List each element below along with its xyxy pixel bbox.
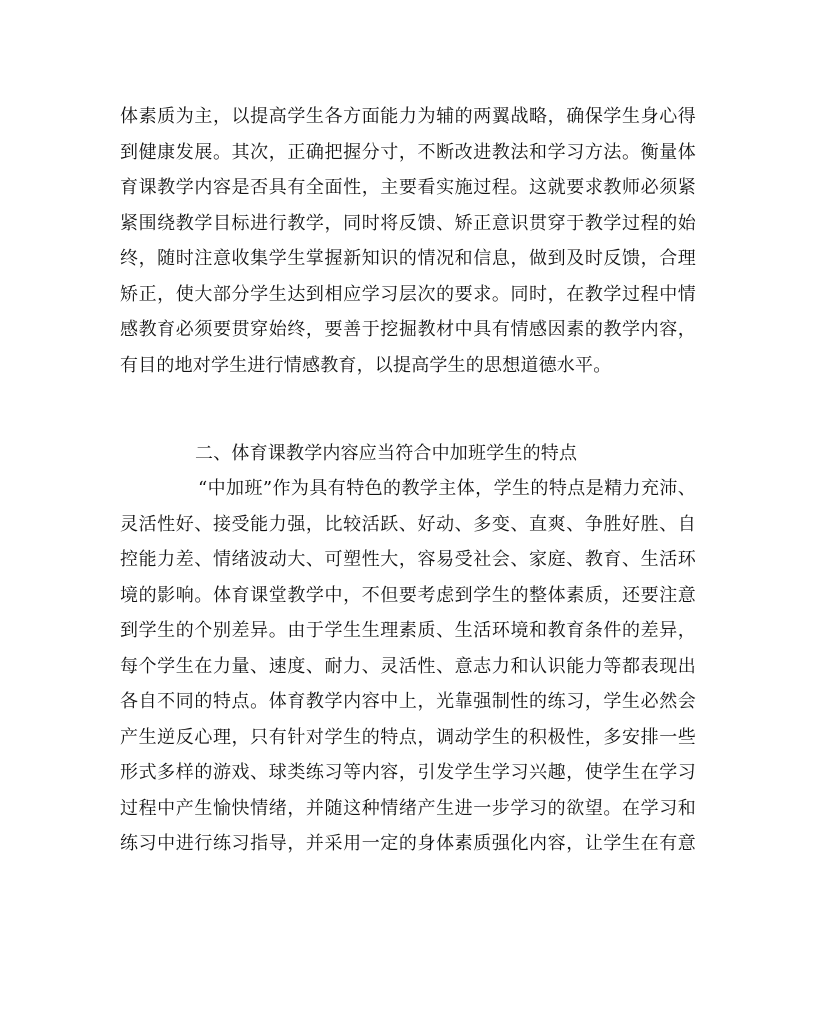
paragraph-2-line: 练习中进行练习指导，并采用一定的身体素质强化内容，让学生在有意 [120,833,696,854]
paragraph-1-line: 紧围绕教学目标进行教学，同时将反馈、矫正意识贯穿于教学过程的始 [120,212,696,234]
paragraph-2-line: 灵活性好、接受能力强，比较活跃、好动、多变、直爽、争胜好胜、自 [120,513,696,535]
paragraph-2-line: 形式多样的游戏、球类练习等内容，引发学生学习兴趣，使学生在学习 [120,762,696,783]
paragraph-1-line: 矫正，使大部分学生达到相应学习层次的要求。同时，在教学过程中情 [120,283,696,305]
paragraph-2-line: 控能力差、情绪波动大、可塑性大，容易受社会、家庭、教育、生活环 [120,549,696,570]
paragraph-2-line: 到学生的个别差异。由于学生生理素质、生活环境和教育条件的差异， [120,620,696,641]
section-heading: 二、体育课教学内容应当符合中加班学生的特点 [195,443,578,464]
paragraph-1-line: 育课教学内容是否具有全面性，主要看实施过程。这就要求教师必须紧 [120,177,696,198]
paragraph-1-line: 有目的地对学生进行情感教育，以提高学生的思想道德水平。 [120,354,612,376]
paragraph-1 [120,99,696,383]
paragraph-1-line: 体素质为主，以提高学生各方面能力为辅的两翼战略，确保学生身心得 [120,106,696,127]
paragraph-1-line: 到健康发展。其次，正确把握分寸，不断改进教法和学习方法。衡量体 [120,141,696,163]
paragraph-2-line: 境的影响。体育课堂教学中，不但要考虑到学生的整体素质，还要注意 [120,584,696,606]
paragraph-2-line: 每个学生在力量、速度、耐力、灵活性、意志力和认识能力等都表现出 [120,655,696,677]
paragraph-1-line: 感教育必须要贯穿始终，要善于挖掘教材中具有情感因素的教学内容， [120,319,696,340]
paragraph-2-line: 过程中产生愉快情绪，并随这种情绪产生进一步学习的欲望。在学习和 [120,797,696,819]
paragraph-2 [120,471,696,862]
paragraph-2-line: “中加班”作为具有特色的教学主体，学生的特点是精力充沛、 [198,478,696,499]
paragraph-1-line: 终，随时注意收集学生掌握新知识的情况和信息，做到及时反馈，合理 [120,248,696,269]
paragraph-2-line: 产生逆反心理，只有针对学生的特点，调动学生的积极性，多安排一些 [120,726,696,748]
paragraph-2-line: 各自不同的特点。体育教学内容中上，光靠强制性的练习，学生必然会 [120,691,696,712]
